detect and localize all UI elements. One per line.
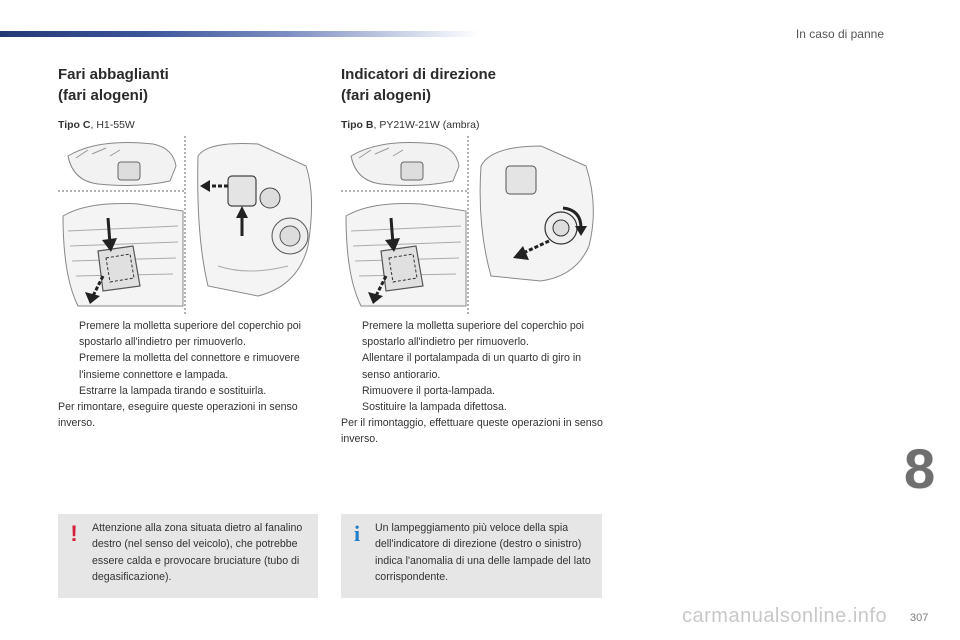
warning-box	[58, 514, 318, 598]
right-step-text: Allentare il portalampada di un quarto di giro in senso antiorario.	[362, 352, 582, 381]
right-step-text: Rimuovere il porta-lampada.	[362, 384, 496, 397]
right-title-line1: Indicatori di direzione	[341, 66, 497, 83]
right-column-heading	[341, 64, 603, 131]
right-step	[341, 399, 603, 415]
right-tipo-label: Tipo B	[341, 119, 374, 131]
right-step	[341, 383, 603, 399]
left-step	[58, 383, 320, 399]
left-column-heading	[58, 64, 320, 131]
left-step-text: Premere la molletta del connettore e rimuovere l'insieme connettore e lampada.	[79, 352, 300, 381]
right-step	[341, 318, 603, 350]
right-closing: Per il rimontaggio, effettuare queste operazioni in senso inverso.	[341, 417, 603, 446]
left-step-text: Premere la molletta superiore del coperchio poi spostarlo all'indietro per rimuoverlo.	[79, 320, 301, 349]
high-beam-illustration	[58, 136, 320, 314]
turn-signal-illustration	[341, 136, 603, 314]
left-tipo-label: Tipo C	[58, 119, 91, 131]
info-box	[341, 514, 602, 598]
page-number: 307	[910, 612, 929, 624]
left-title-line2: (fari alogeni)	[58, 87, 149, 104]
right-step-text: Sostituire la lampada difettosa.	[362, 401, 507, 414]
left-lamp-type	[58, 119, 320, 131]
right-instructions	[341, 318, 603, 448]
right-lamp-type	[341, 119, 603, 131]
section-title: In caso di panne	[795, 27, 884, 41]
left-step-text: Estrarre la lampada tirando e sostituirla.	[79, 384, 267, 397]
right-title	[341, 64, 603, 106]
info-text: Un lampeggiamento più veloce della spia dell'indicatore di direzione (destro o sinistro) indica l'anomalia di una delle lampade del lato corrispondente.	[375, 522, 591, 583]
left-step	[58, 350, 320, 382]
right-tipo-value: , PY21W-21W (ambra)	[373, 119, 480, 131]
left-instructions	[58, 318, 320, 431]
left-step	[58, 318, 320, 350]
left-title	[58, 64, 320, 106]
left-title-line1: Fari abbaglianti	[58, 66, 169, 83]
right-title-line2: (fari alogeni)	[341, 87, 432, 104]
warning-icon: !	[70, 521, 78, 546]
warning-text: Attenzione alla zona situata dietro al fanalino destro (nel senso del veicolo), che potrebbe essere calda e provocare bruciature (tubo di degasificazione).	[92, 522, 303, 583]
header-gradient-bar	[0, 31, 480, 37]
chapter-number: 8	[904, 437, 936, 500]
watermark: carmanualsonline.info	[682, 605, 888, 627]
info-icon: i	[353, 521, 361, 546]
right-step	[341, 350, 603, 382]
left-closing: Per rimontare, eseguire queste operazioni in senso inverso.	[58, 401, 298, 430]
left-tipo-value: , H1-55W	[90, 119, 135, 131]
right-step-text: Premere la molletta superiore del coperchio poi spostarlo all'indietro per rimuoverlo.	[362, 320, 584, 349]
